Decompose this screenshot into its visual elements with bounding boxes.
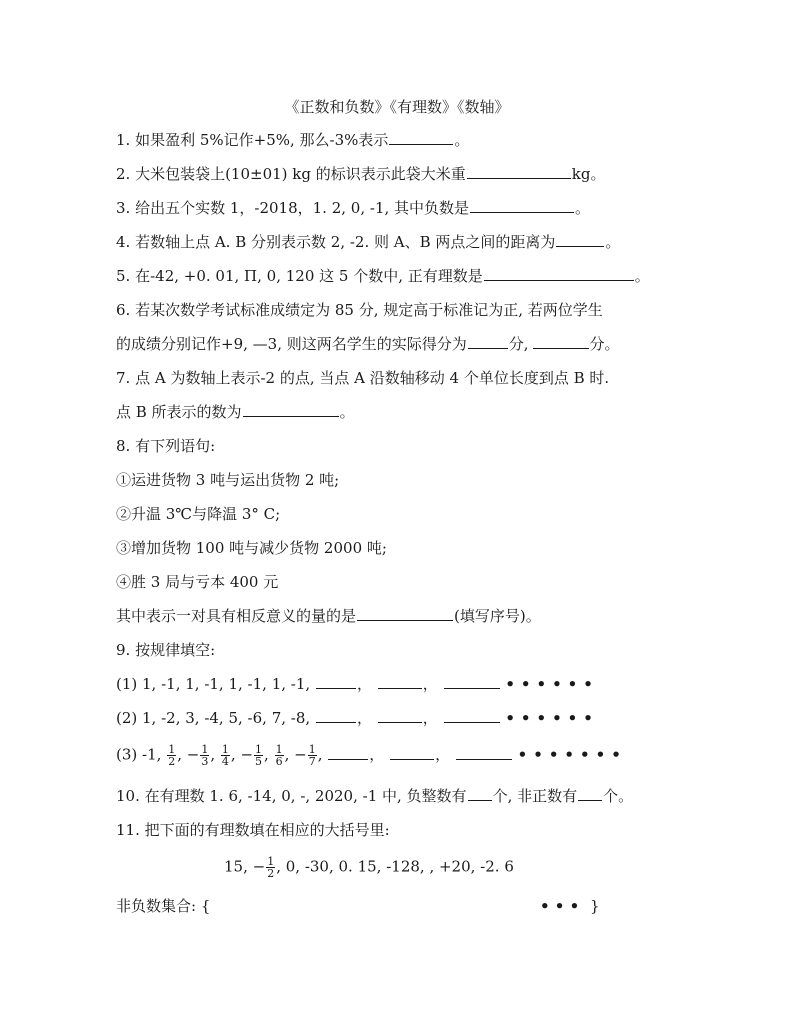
- answer-blank[interactable]: [468, 786, 492, 801]
- question-7-line-1: 7. 点 A 为数轴上表示-2 的点, 当点 A 沿数轴移动 4 个单位长度到点 B 时.: [116, 369, 610, 387]
- answer-blank[interactable]: [470, 198, 574, 213]
- question-8-tail: 其中表示一对具有相反意义的量的是 (填写序号)。: [116, 607, 541, 625]
- page-title: 《正数和负数》《有理数》《数轴》: [284, 98, 510, 116]
- question-3: 3. 给出五个实数 1，-2018，1. 2, 0, -1, 其中负数是 。: [116, 199, 591, 217]
- question-8-item: ②升温 3℃与降温 3° C;: [116, 505, 281, 523]
- answer-blank[interactable]: [243, 402, 339, 417]
- answer-blank[interactable]: [390, 745, 434, 760]
- sequence-1: (1) 1, -1, 1, -1, 1, -1, 1, -1, ， ， ••••••: [116, 675, 599, 693]
- ellipsis-dots: ••••••: [505, 675, 599, 693]
- answer-blank[interactable]: [389, 130, 453, 145]
- answer-blank[interactable]: [578, 786, 602, 801]
- question-8-item: ①运进货物 3 吨与运出货物 2 吨;: [116, 471, 340, 489]
- question-8-item: ④胜 3 局与亏本 400 元: [116, 573, 279, 591]
- answer-blank[interactable]: [556, 232, 604, 247]
- question-11-head: 11. 把下面的有理数填在相应的大括号里:: [116, 821, 390, 839]
- answer-blank[interactable]: [468, 334, 508, 349]
- answer-blank[interactable]: [378, 708, 422, 723]
- answer-blank[interactable]: [467, 164, 571, 179]
- answer-blank[interactable]: [456, 745, 512, 760]
- fraction: $\frac{1}{2}$: [168, 743, 176, 768]
- answer-blank[interactable]: [357, 606, 453, 621]
- answer-blank[interactable]: [444, 674, 500, 689]
- answer-blank[interactable]: [378, 674, 422, 689]
- fraction: $\frac{1}{7}$: [308, 743, 316, 768]
- answer-blank[interactable]: [484, 266, 634, 281]
- question-4: 4. 若数轴上点 A. B 分别表示数 2, -2. 则 A、B 两点之间的距离为 。: [116, 233, 621, 251]
- number-list: 15, − $\frac{1}{2}$ , 0, -30, 0. 15, -128, , +20, -2. 6: [224, 855, 514, 880]
- question-6-line-1: 6. 若某次数学考试标准成绩定为 85 分, 规定高于标准记为正, 若两位学生: [116, 301, 603, 319]
- answer-blank[interactable]: [316, 674, 356, 689]
- question-8-item: ③增加货物 100 吨与减少货物 2000 吨;: [116, 539, 387, 557]
- non-negative-set: 非负数集合: { • • • }: [116, 897, 600, 915]
- sequence-3: (3) -1, $\frac{1}{2}$ , − $\frac{1}{3}$ , $\frac{1}{4}$ , − $\frac{1}{5}$ , $\frac{1}{6}$ , − $\frac{1}{7}$ , ， ， •••••••: [116, 743, 627, 768]
- question-6-line-2: 的成绩分别记作+9, —3, 则这两名学生的实际得分为 分, 分。: [116, 335, 620, 353]
- question-9-head: 9. 按规律填空:: [116, 641, 216, 659]
- answer-blank[interactable]: [533, 334, 589, 349]
- sequence-2: (2) 1, -2, 3, -4, 5, -6, 7, -8, ， ， ••••••: [116, 709, 599, 727]
- answer-blank[interactable]: [444, 708, 500, 723]
- ellipsis-dots: •••••••: [517, 745, 627, 764]
- ellipsis-dots: ••••••: [505, 709, 599, 727]
- question-5: 5. 在-42, +0. 01, Π, 0, 120 这 5 个数中, 正有理数是 。: [116, 267, 650, 285]
- question-8-head: 8. 有下列语句:: [116, 437, 216, 455]
- answer-blank[interactable]: [316, 708, 356, 723]
- ellipsis-dots: • • •: [540, 897, 580, 915]
- answer-blank[interactable]: [328, 745, 368, 760]
- fraction: $\frac{1}{5}$: [255, 743, 263, 768]
- question-10: 10. 在有理数 1. 6, -14, 0, -, 2020, -1 中, 负整数有 个, 非正数有 个。: [116, 787, 634, 805]
- question-7-line-2: 点 B 所表示的数为 。: [116, 403, 355, 421]
- question-2: 2. 大米包装袋上(10±01) kg 的标识表示此袋大米重 kg。: [116, 165, 606, 183]
- fraction: $\frac{1}{2}$: [267, 855, 275, 880]
- closing-brace: }: [590, 897, 600, 915]
- fraction: $\frac{1}{6}$: [275, 743, 283, 768]
- question-1: 1. 如果盈利 5%记作+5%, 那么-3%表示 。: [116, 131, 470, 149]
- fraction: $\frac{1}{3}$: [201, 743, 209, 768]
- fraction: $\frac{1}{4}$: [221, 743, 229, 768]
